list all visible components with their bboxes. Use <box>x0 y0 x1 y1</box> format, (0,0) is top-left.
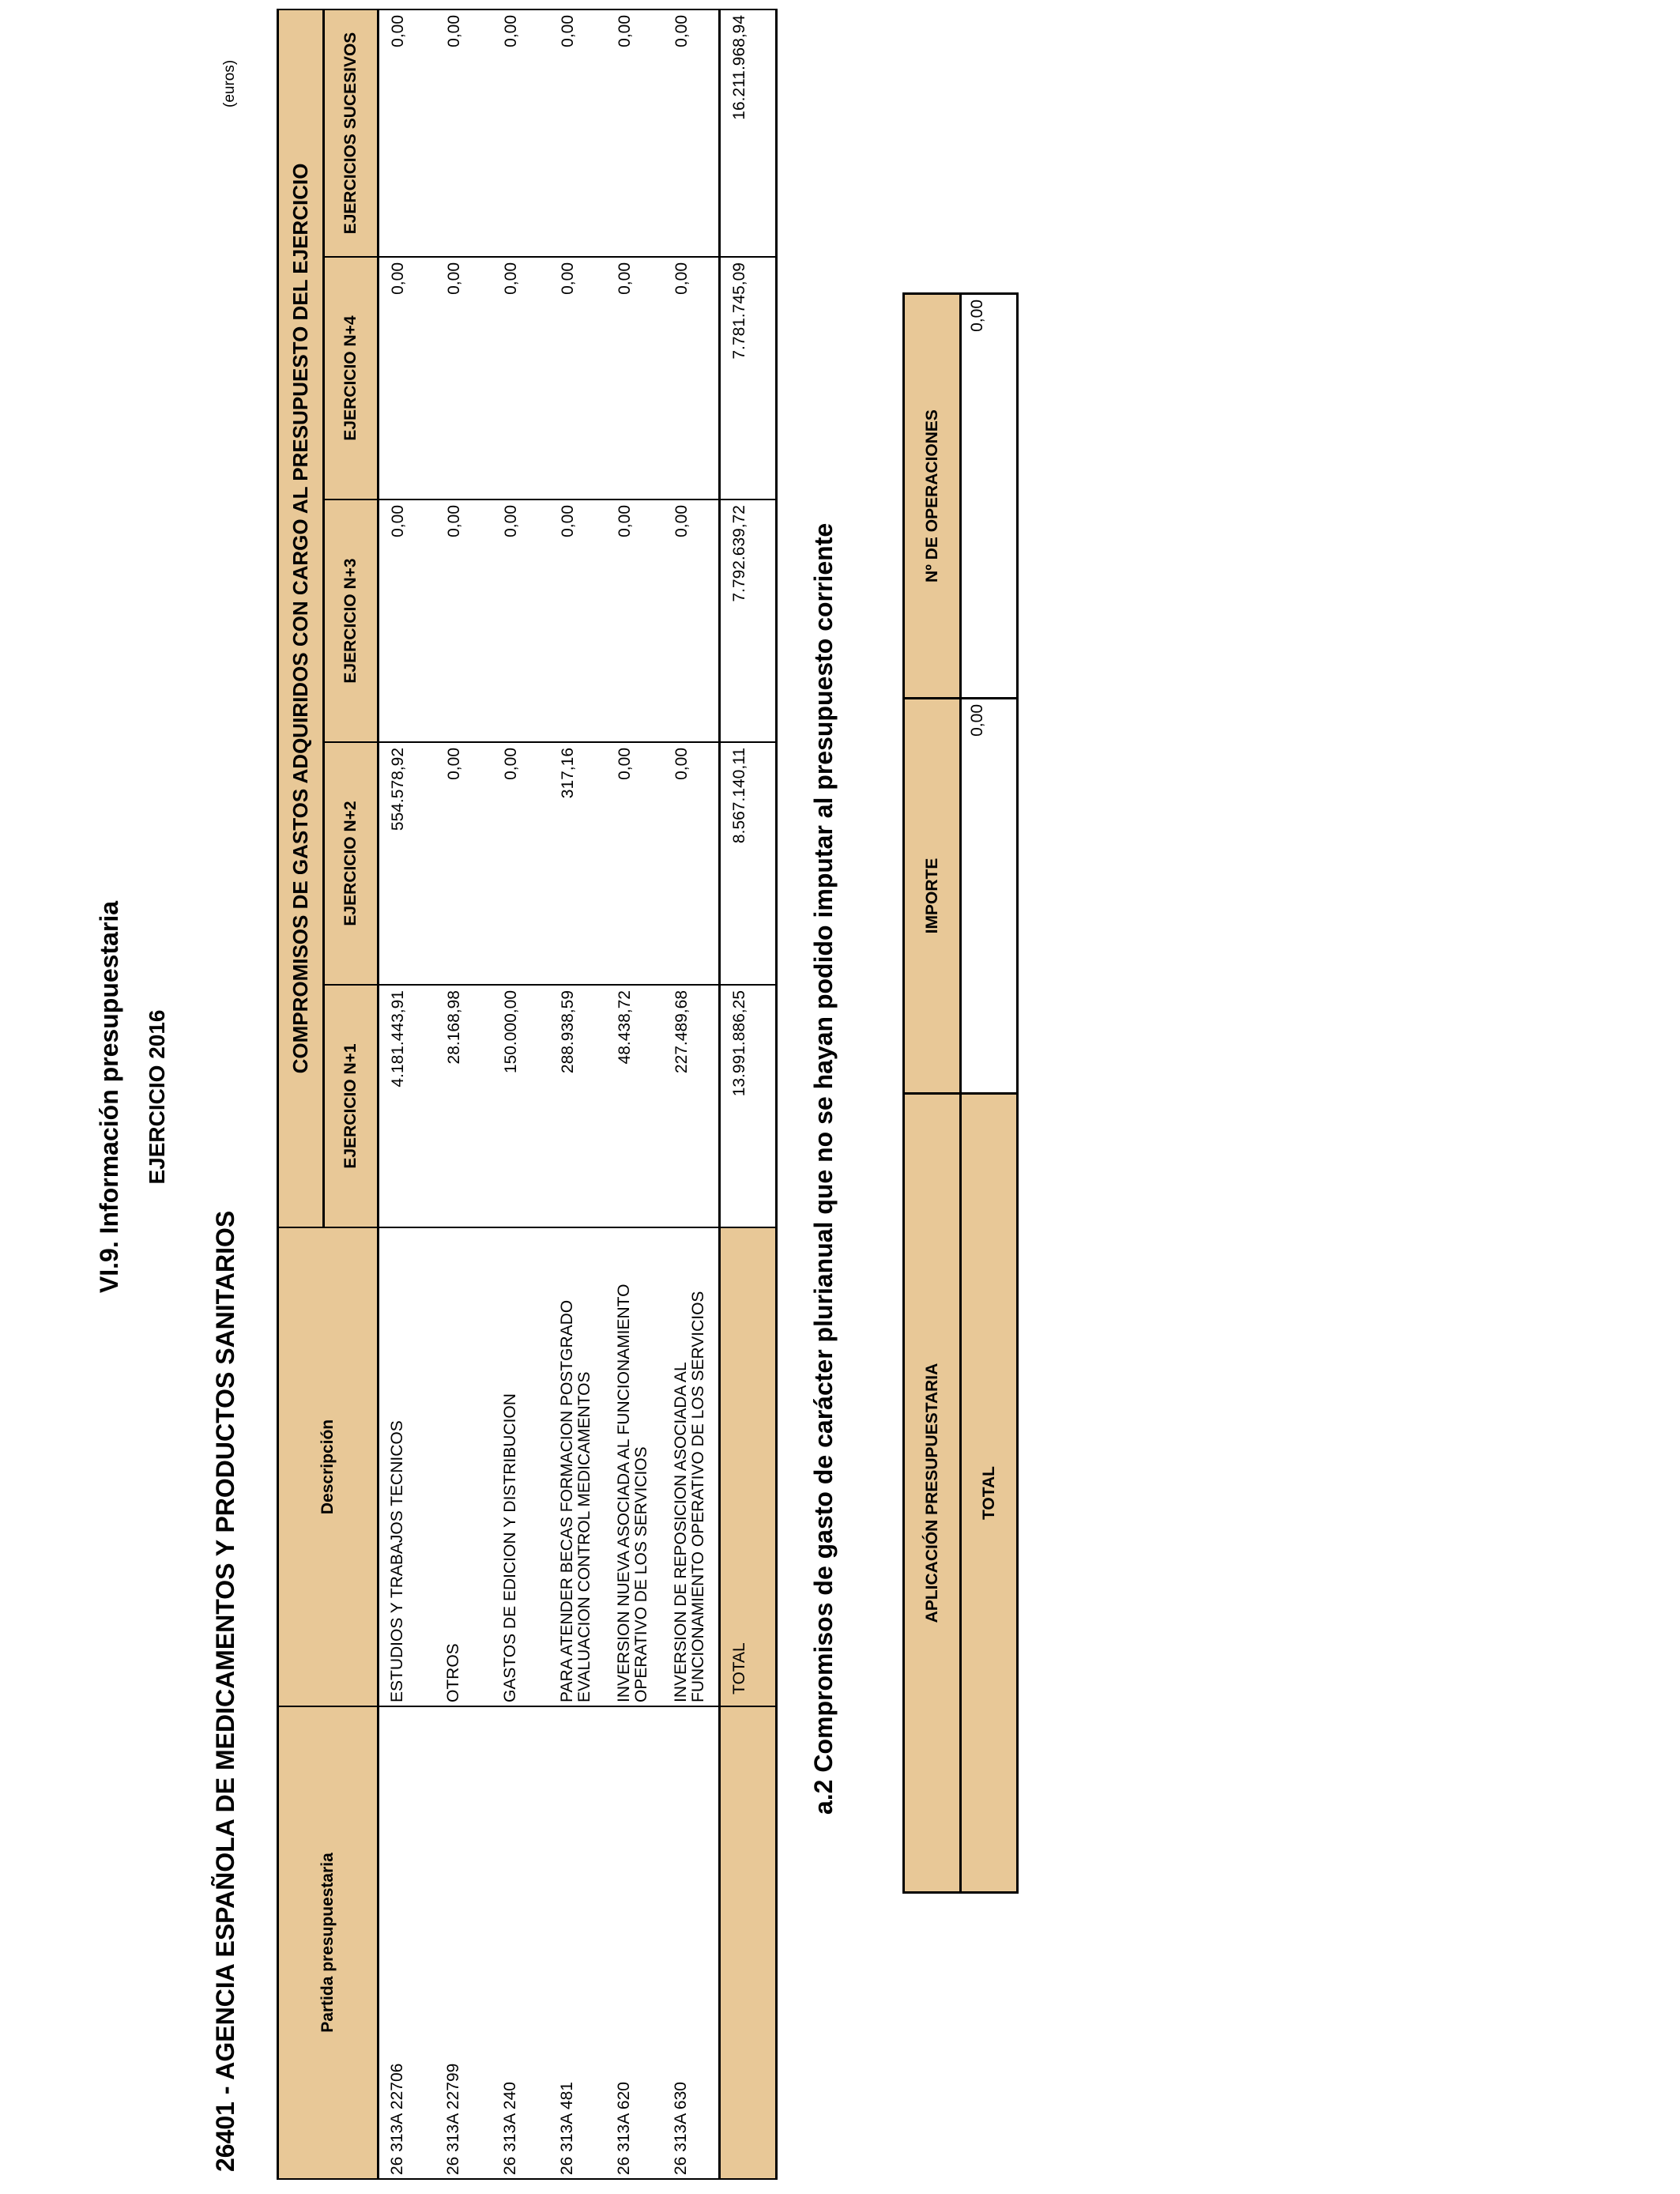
table-row <box>435 9 492 2179</box>
total-row <box>720 9 777 2179</box>
row-n2: 554.578,92 <box>379 742 435 985</box>
total-n3: 7.792.639,72 <box>720 499 777 742</box>
row-n4: 0,00 <box>606 257 663 499</box>
organism-name: 26401 - AGENCIA ESPAÑOLA DE MEDICAMENTOS Y PRODUCTOS SANITARIOS <box>211 1210 239 2172</box>
row-descripcion: PARA ATENDER BECAS FORMACION POSTGRADO EVALUACION CONTROL MEDICAMENTOS <box>549 1227 606 1706</box>
page-title: VI.9. Información presupuestaria <box>95 900 123 1294</box>
col-header-n1: EJERCICIO N+1 <box>324 985 379 1227</box>
row-n4: 0,00 <box>379 257 435 499</box>
col-header-operaciones: Nº DE OPERACIONES <box>904 294 961 699</box>
col-header-n2: EJERCICIO N+2 <box>324 742 379 985</box>
row-descripcion: INVERSION NUEVA ASOCIADA AL FUNCIONAMIENTO OPERATIVO DE LOS SERVICIOS <box>606 1227 663 1706</box>
row-sucesivos: 0,00 <box>435 9 492 257</box>
row-sucesivos: 0,00 <box>663 9 720 257</box>
row-descripcion: ESTUDIOS Y TRABAJOS TECNICOS <box>379 1227 435 1706</box>
col-header-n3: EJERCICIO N+3 <box>324 499 379 742</box>
row-n4: 0,00 <box>549 257 606 499</box>
col-header-partida: Partida presupuestaria <box>278 1706 379 2179</box>
row-n4: 0,00 <box>663 257 720 499</box>
table-row <box>663 9 720 2179</box>
row-descripcion: INVERSION DE REPOSICION ASOCIADA AL FUNCIONAMIENTO OPERATIVO DE LOS SERVICIOS <box>663 1227 720 1706</box>
row-n1: 288.938,59 <box>549 985 606 1227</box>
row-n2: 317,16 <box>549 742 606 985</box>
row-sucesivos: 0,00 <box>492 9 549 257</box>
a2-total-label: TOTAL <box>961 1094 1018 1893</box>
row-n2: 0,00 <box>606 742 663 985</box>
row-n1: 227.489,68 <box>663 985 720 1227</box>
total-n4: 7.781.745,09 <box>720 257 777 499</box>
row-n3: 0,00 <box>549 499 606 742</box>
total-n1: 13.991.886,25 <box>720 985 777 1227</box>
col-header-importe: IMPORTE <box>904 699 961 1094</box>
row-partida: 26 313A 481 <box>549 1706 606 2179</box>
row-descripcion: GASTOS DE EDICION Y DISTRIBUCION <box>492 1227 549 1706</box>
row-partida: 26 313A 22799 <box>435 1706 492 2179</box>
col-header-aplicacion: APLICACIÓN PRESUPUESTARIA <box>904 1094 961 1893</box>
row-partida: 26 313A 620 <box>606 1706 663 2179</box>
commitments-table <box>277 9 778 2180</box>
table-row <box>379 9 435 2179</box>
row-n3: 0,00 <box>492 499 549 742</box>
total-label: TOTAL <box>720 1227 777 1706</box>
row-sucesivos: 0,00 <box>549 9 606 257</box>
row-n1: 4.181.443,91 <box>379 985 435 1227</box>
row-n2: 0,00 <box>435 742 492 985</box>
section-a2-title: a.2 Compromisos de gasto de carácter plurianual que no se hayan podido imputar al presupuesto corriente <box>809 522 838 1815</box>
total-row <box>961 294 1018 1893</box>
a2-total-operaciones: 0,00 <box>961 294 1018 699</box>
total-sucesivos: 16.211.968,94 <box>720 9 777 257</box>
total-blank-cell <box>720 1706 777 2179</box>
row-descripcion: OTROS <box>435 1227 492 1706</box>
table-row <box>549 9 606 2179</box>
a2-total-importe: 0,00 <box>961 699 1018 1094</box>
row-n3: 0,00 <box>606 499 663 742</box>
group-header: COMPROMISOS DE GASTOS ADQUIRIDOS CON CARGO AL PRESUPUESTO DEL EJERCICIO <box>278 9 324 1227</box>
col-header-sucesivos: EJERCICIOS SUCESIVOS <box>324 9 379 257</box>
row-n2: 0,00 <box>663 742 720 985</box>
row-n1: 28.168,98 <box>435 985 492 1227</box>
table-row <box>492 9 549 2179</box>
row-n4: 0,00 <box>435 257 492 499</box>
exercise-year: EJERCICIO 2016 <box>145 1009 169 1185</box>
row-n4: 0,00 <box>492 257 549 499</box>
row-n3: 0,00 <box>435 499 492 742</box>
uncharged-commitments-table <box>902 292 1019 1894</box>
row-partida: 26 313A 630 <box>663 1706 720 2179</box>
row-partida: 26 313A 240 <box>492 1706 549 2179</box>
row-partida: 26 313A 22706 <box>379 1706 435 2179</box>
col-header-descripcion: Descripción <box>278 1227 379 1706</box>
table-row <box>606 9 663 2179</box>
total-n2: 8.567.140,11 <box>720 742 777 985</box>
row-n1: 48.438,72 <box>606 985 663 1227</box>
col-header-n4: EJERCICIO N+4 <box>324 257 379 499</box>
row-sucesivos: 0,00 <box>379 9 435 257</box>
units-label: (euros) <box>221 59 238 107</box>
row-n2: 0,00 <box>492 742 549 985</box>
row-n1: 150.000,00 <box>492 985 549 1227</box>
row-n3: 0,00 <box>379 499 435 742</box>
row-n3: 0,00 <box>663 499 720 742</box>
row-sucesivos: 0,00 <box>606 9 663 257</box>
